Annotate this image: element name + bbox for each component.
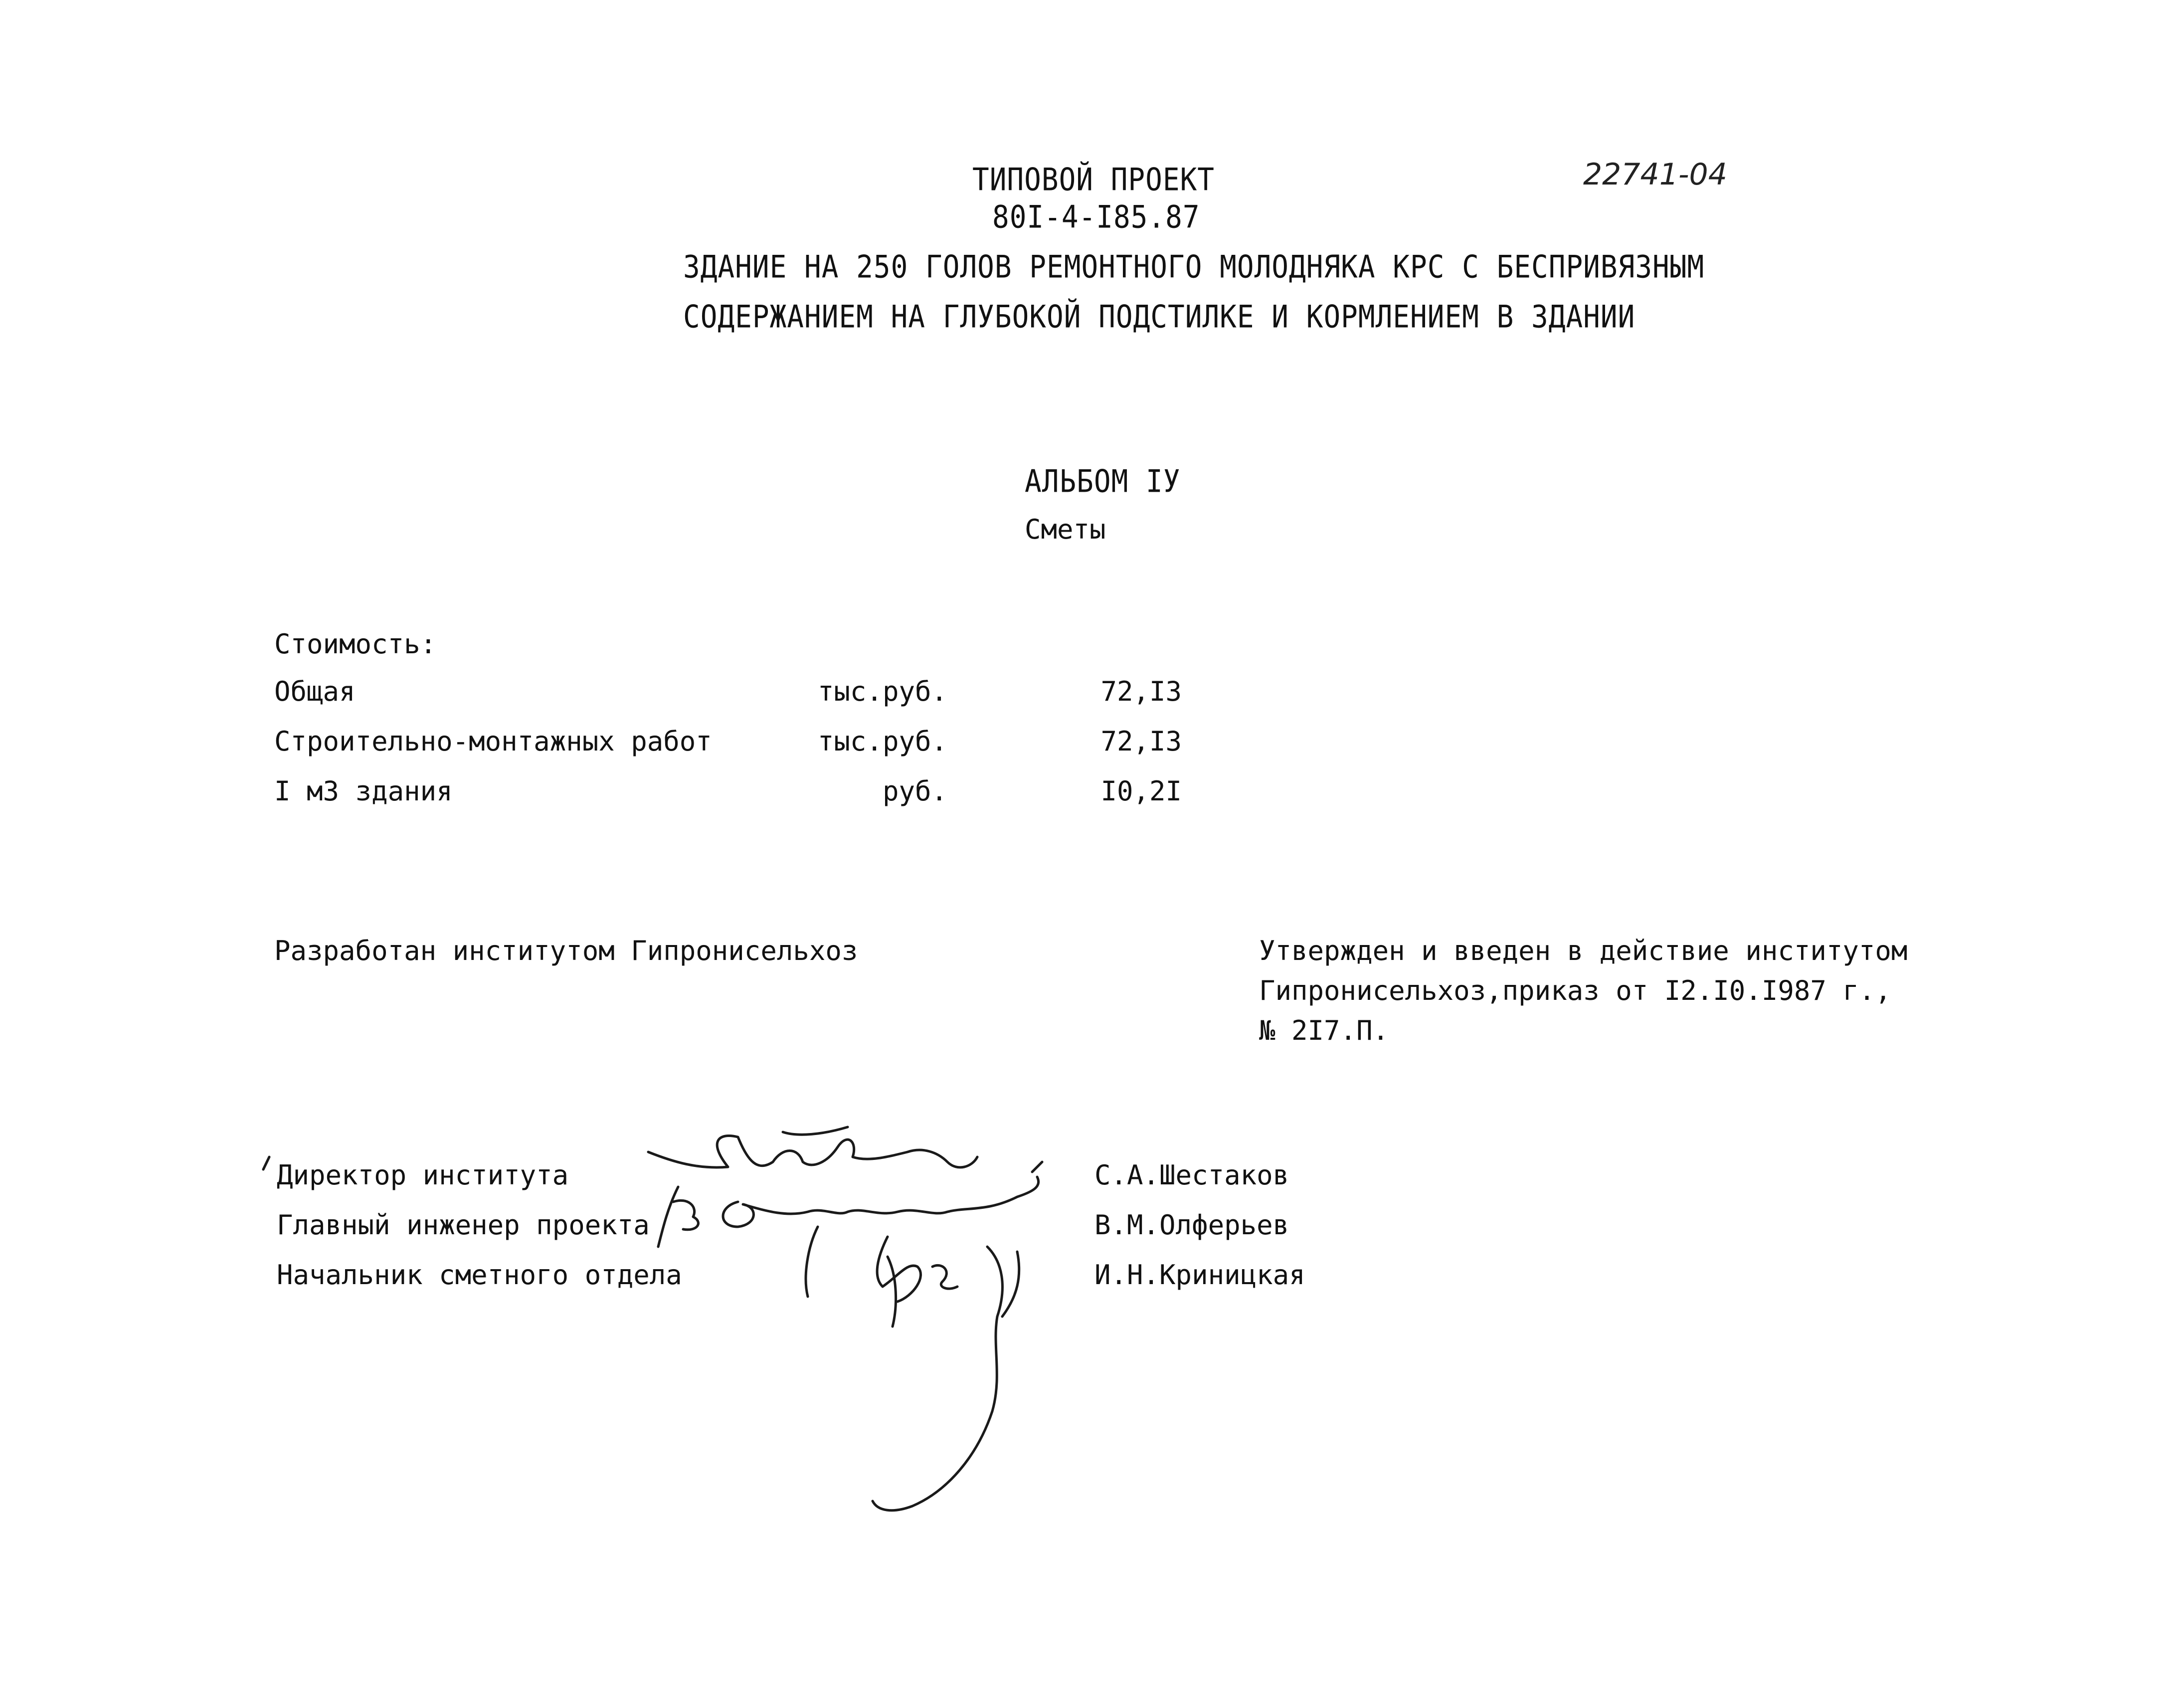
engineer-signature (723, 1177, 1039, 1227)
cost-row-label: I м3 здания (274, 775, 453, 807)
developer-statement: Разработан институтом Гипронисельхоз (274, 935, 858, 966)
estimator-signature-paren (806, 1227, 818, 1297)
cost-row-unit: руб. (882, 775, 947, 807)
director-signature-stroke (783, 1127, 848, 1135)
approval-order-number: № 2I7.П. (1259, 1015, 1389, 1046)
project-title-line-2: СОДЕРЖАНИЕМ НА ГЛУБОКОЙ ПОДСТИЛКЕ И КОРМЛЕНИЕМ В ЗДАНИИ (683, 299, 1635, 336)
estimator-signature (877, 1237, 920, 1327)
approval-line-1: Утвержден и введен в действие институтом (1259, 935, 1908, 966)
cost-row-value: 72,I3 (1100, 676, 1182, 707)
signatory-name: В.М.Олферьев (1094, 1209, 1289, 1241)
estimator-signature-loop (932, 1265, 957, 1289)
signatory-name: И.Н.Криницкая (1094, 1259, 1305, 1291)
cost-row-unit: тыс.руб. (817, 726, 947, 757)
engineer-signature-initial (673, 1200, 698, 1229)
signatory-name: С.А.Шестаков (1094, 1159, 1289, 1191)
album-subtitle: Сметы (1025, 514, 1106, 545)
estimator-signature-tail (873, 1247, 1002, 1511)
estimator-signature-stroke (1002, 1252, 1019, 1317)
cost-heading: Стоимость: (274, 628, 437, 660)
cost-row-value: I0,2I (1100, 775, 1182, 807)
cost-row-label: Общая (274, 676, 356, 707)
handwritten-project-code: 22741-04 (1583, 157, 1727, 192)
project-title-line-1: ЗДАНИЕ НА 250 ГОЛОВ РЕМОНТНОГО МОЛОДНЯКА КРС С БЕСПРИВЯЗНЫМ (683, 249, 1705, 286)
cost-row-label: Строительно-монтажных работ (274, 726, 712, 757)
approval-line-2: Гипронисельхоз,приказ от I2.I0.I987 г., (1259, 975, 1891, 1006)
director-signature (648, 1136, 977, 1167)
cost-row-unit: тыс.руб. (817, 676, 947, 707)
signatory-role: Главный инженер проекта (277, 1209, 650, 1241)
project-number: 80I-4-I85.87 (992, 199, 1200, 236)
album-label: АЛЬБОМ IУ (1025, 463, 1181, 500)
engineer-signature-slash (658, 1187, 678, 1247)
margin-tick-mark (263, 1157, 269, 1169)
engineer-signature-tick (1032, 1162, 1042, 1172)
cost-row-value: 72,I3 (1100, 726, 1182, 757)
signatory-role: Директор института (277, 1159, 569, 1191)
doc-type-heading: ТИПОВОЙ ПРОЕКТ (972, 162, 1215, 198)
signatory-role: Начальник сметного отдела (277, 1259, 682, 1291)
